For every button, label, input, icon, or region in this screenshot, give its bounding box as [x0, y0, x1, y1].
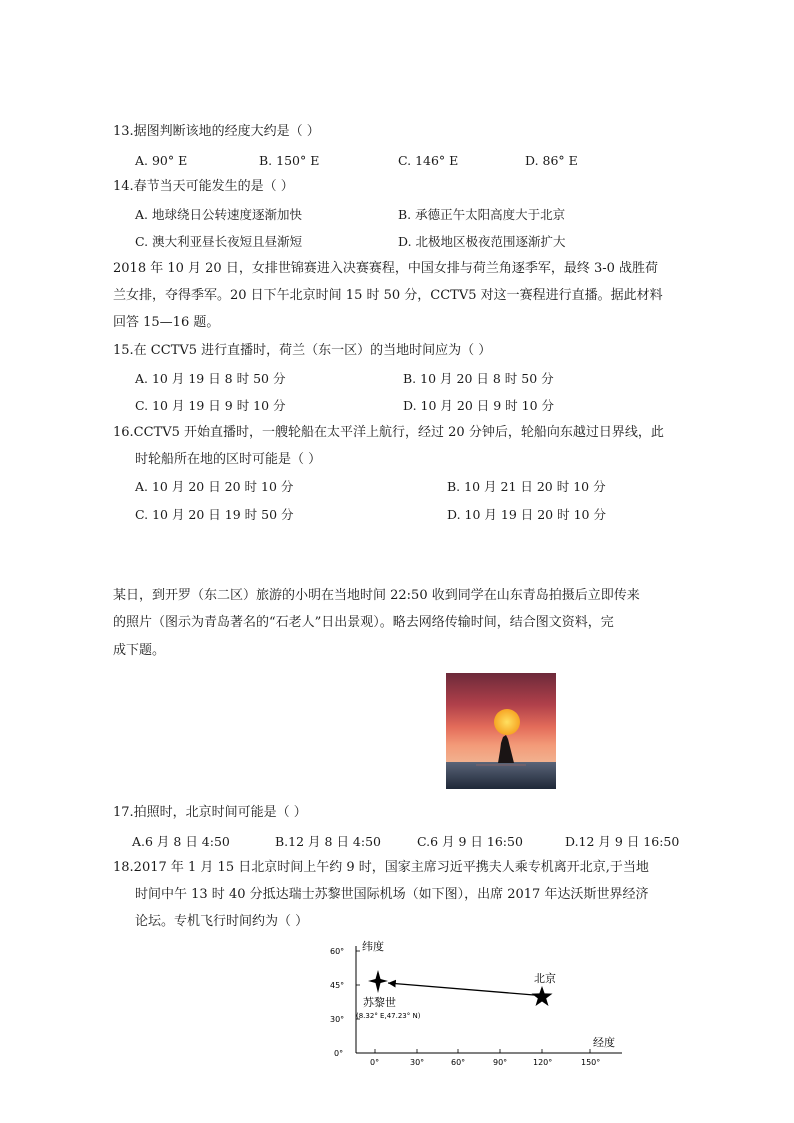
q16-option-b: B. 10 月 21 日 20 时 10 分	[447, 479, 606, 494]
flight-route-arrow	[388, 983, 534, 995]
q15-option-d: D. 10 月 20 日 9 时 10 分	[403, 398, 555, 413]
q16-option-c: C. 10 月 20 日 19 时 50 分	[135, 507, 294, 522]
q17-option-b: B.12 月 8 日 4:50	[275, 834, 381, 849]
y-tick-label-30: 30°	[330, 1015, 345, 1024]
passage1-line-3: 回答 15—16 题。	[113, 315, 220, 330]
x-tick-label-30: 30°	[410, 1058, 425, 1067]
q14-option-c: C. 澳大利亚昼长夜短且昼渐短	[135, 234, 303, 249]
q13-option-b: B. 150° E	[259, 153, 320, 168]
zurich-coords: (8.32° E,47.23° N)	[356, 1012, 421, 1020]
flight-route-map	[322, 938, 632, 1070]
y-tick-label-45: 45°	[330, 981, 345, 990]
q16-option-d: D. 10 月 19 日 20 时 10 分	[447, 507, 606, 522]
q17-option-a: A.6 月 8 日 4:50	[132, 834, 230, 849]
q14-option-b: B. 承德正午太阳高度大于北京	[398, 207, 566, 222]
q16-stem-line-1: 16.CCTV5 开始直播时，一艘轮船在太平洋上航行，经过 20 分钟后，轮船向东越过日界线，此	[113, 425, 664, 440]
x-axis-title: 经度	[593, 1036, 615, 1049]
q15-option-b: B. 10 月 20 日 8 时 50 分	[403, 371, 554, 386]
q14-stem: 14.春节当天可能发生的是（ ）	[113, 179, 294, 194]
q16-option-a: A. 10 月 20 日 20 时 10 分	[135, 479, 294, 494]
q16-stem-line-2: 时轮船所在地的区时可能是（ ）	[135, 452, 322, 467]
q17-option-c: C.6 月 9 日 16:50	[417, 834, 523, 849]
q14-option-a: A. 地球绕日公转速度逐渐加快	[135, 207, 302, 222]
q13-stem: 13.据图判断该地的经度大约是（ ）	[113, 124, 320, 139]
q14-option-d: D. 北极地区极夜范围逐渐扩大	[398, 234, 566, 249]
beijing-label: 北京	[534, 972, 556, 985]
beijing-star-icon	[532, 986, 553, 1006]
q13-option-a: A. 90° E	[135, 153, 188, 168]
q13-option-c: C. 146° E	[398, 153, 459, 168]
q18-stem-line-1: 18.2017 年 1 月 15 日北京时间上午约 9 时，国家主席习近平携夫人乘专机离开北京,于当地	[113, 860, 649, 875]
sea	[446, 762, 556, 789]
q17-option-d: D.12 月 9 日 16:50	[565, 834, 680, 849]
q13-option-d: D. 86° E	[525, 153, 578, 168]
y-tick-label-60: 60°	[330, 947, 345, 956]
zurich-label: 苏黎世	[363, 996, 396, 1009]
passage1-line-2: 兰女排，夺得季军。20 日下午北京时间 15 时 50 分，CCTV5 对这一赛程进行直播。据此材料	[113, 288, 663, 303]
q18-stem-line-2: 时间中午 13 时 40 分抵达瑞士苏黎世国际机场（如下图），出席 2017 年达沃斯世界经济	[135, 887, 649, 902]
q18-stem-line-3: 论坛。专机飞行时间约为（ ）	[135, 914, 309, 929]
q15-option-c: C. 10 月 19 日 9 时 10 分	[135, 398, 286, 413]
q15-stem: 15.在 CCTV5 进行直播时，荷兰（东一区）的当地时间应为（ ）	[113, 343, 492, 358]
passage2-line-2: 的照片（图示为青岛著名的“石老人”日出景观）。略去网络传输时间，结合图文资料，完	[113, 615, 614, 630]
passage2-line-1: 某日，到开罗（东二区）旅游的小明在当地时间 22:50 收到同学在山东青岛拍摄后立即传来	[113, 588, 640, 603]
shilaoren-sunrise-photo	[446, 673, 556, 789]
zurich-star-icon	[368, 970, 388, 993]
sun	[494, 709, 520, 735]
x-tick-label-0: 0°	[370, 1058, 380, 1067]
passage1-line-1: 2018 年 10 月 20 日，女排世锦赛进入决赛赛程，中国女排与荷兰角逐季军，最终 3-0 战胜荷	[113, 261, 659, 276]
y-tick-label-0: 0°	[334, 1049, 344, 1058]
y-axis-title: 纬度	[362, 940, 384, 953]
x-tick-label-120: 120°	[533, 1058, 553, 1067]
x-tick-label-150: 150°	[581, 1058, 601, 1067]
q15-option-a: A. 10 月 19 日 8 时 50 分	[135, 371, 286, 386]
passage2-line-3: 成下题。	[113, 643, 166, 658]
x-tick-label-60: 60°	[451, 1058, 466, 1067]
x-tick-label-90: 90°	[493, 1058, 508, 1067]
sunrise-illustration	[446, 673, 556, 789]
q17-stem: 17.拍照时，北京时间可能是（ ）	[113, 805, 307, 820]
